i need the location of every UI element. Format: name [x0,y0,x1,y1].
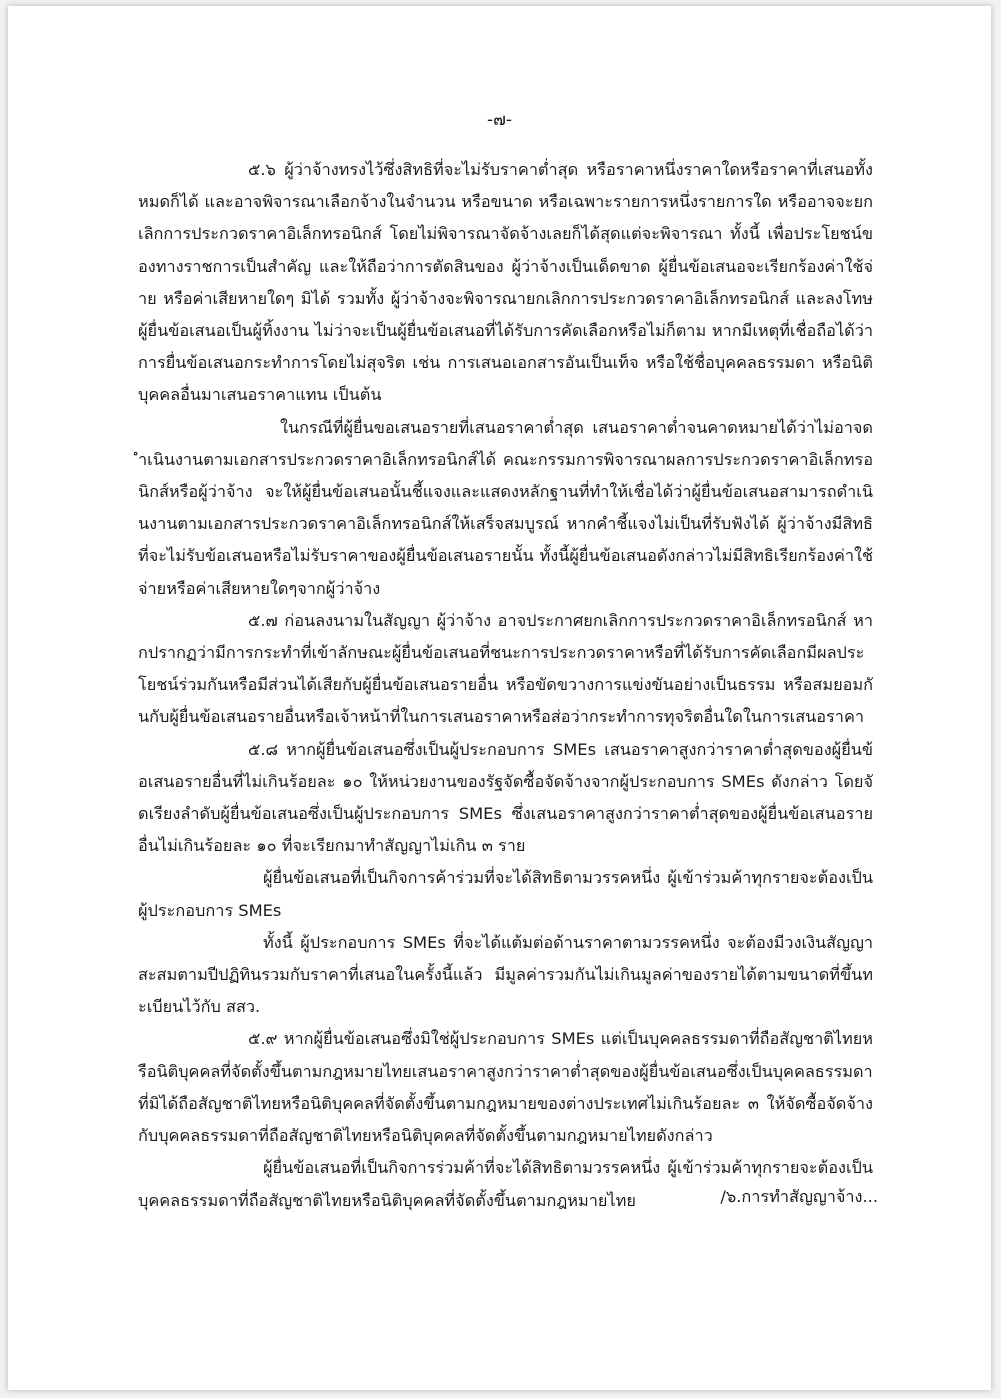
paragraph-5-6: ๕.๖ ผู้ว่าจ้างทรงไว้ซึ่งสิทธิที่จะไม่รับราคาต่ำสุด หรือราคาหนึ่งราคาใดหรือราคาที่เสนอทั้งหมดก็ได้ และอาจพิจารณาเลือกจ้างในจำนวน หรือขนาด หรือเฉพาะรายการหนึ่งรายการใด หรืออาจจะยกเลิกการประกวดราคาอิเล็กทรอนิกส์ โดยไม่พิจารณาจัดจ้างเลยก็ได้สุดแต่จะพิจารณา ทั้งนี้ เพื่อประโยชน์ของทางราชการเป็นสำคัญ และให้ถือว่าการตัดสินของ ผู้ว่าจ้างเป็นเด็ดขาด ผู้ยื่นข้อเสนอจะเรียกร้องค่าใช้จ่าย หรือค่าเสียหายใดๆ มิได้ รวมทั้ง ผู้ว่าจ้างจะพิจารณายกเลิกการประกวดราคาอิเล็กทรอนิกส์ และลงโทษผู้ยื่นข้อเสนอเป็นผู้ทิ้งงาน ไม่ว่าจะเป็นผู้ยื่นข้อเสนอที่ได้รับการคัดเลือกหรือไม่ก็ตาม หากมีเหตุที่เชื่อถือได้ว่าการยื่นข้อเสนอกระทำการโดยไม่สุจริต เช่น การเสนอเอกสารอันเป็นเท็จ หรือใช้ชื่อบุคคลธรรมดา หรือนิติบุคคลอื่นมาเสนอราคาแทน เป็นต้น [138,160,873,405]
paragraph-smes-contract-limit: ทั้งนี้ ผู้ประกอบการ SMEs ที่จะได้แต้มต่อด้านราคาตามวรรคหนึ่ง จะต้องมีวงเงินสัญญาสะสมตามปีปฏิทินรวมกับราคาที่เสนอในครั้งนี้แล้ว มีมูลค่ารวมกันไม่เกินมูลค่าของรายได้ตามขนาดที่ขึ้นทะเบียนไว้กับ สสว. [138,932,873,1017]
document-page [8,6,991,1390]
paragraph-low-bid: ในกรณีที่ผู้ยื่นขอเสนอรายที่เสนอราคาต่ำสุด เสนอราคาต่ำจนคาดหมายได้ว่าไม่อาจดำเนินงานตามเอกสารประกวดราคาอิเล็กทรอนิกส์ได้ คณะกรรมการพิจารณาผลการประกวดราคาอิเล็กทรอนิกส์หรือผู้ว่าจ้าง จะให้ผู้ยื่นข้อเสนอนั้นชี้แจงและแสดงหลักฐานที่ทำให้เชื่อได้ว่าผู้ยื่นข้อเสนอสามารถดำเนินงานตามเอกสารประกวดราคาอิเล็กทรอนิกส์ให้เสร็จสมบูรณ์ หากคำชี้แจงไม่เป็นที่รับฟังได้ ผู้ว่าจ้างมีสิทธิที่จะไม่รับข้อเสนอหรือไม่รับราคาของผู้ยื่นข้อเสนอรายนั้น ทั้งนี้ผู้ยื่นข้อเสนอดังกล่าวไม่มีสิทธิเรียกร้องค่าใช้จ่ายหรือค่าเสียหายใดๆจากผู้ว่าจ้าง [138,417,873,598]
paragraph-5-9: ๕.๙ หากผู้ยื่นข้อเสนอซึ่งมิใช่ผู้ประกอบการ SMEs แต่เป็นบุคคลธรรมดาที่ถือสัญชาติไทยหรือนิติบุคคลที่จัดตั้งขึ้นตามกฎหมายไทยเสนอราคาสูงกว่าราคาต่ำสุดของผู้ยื่นข้อเสนอซึ่งเป็นบุคคลธรรมดาที่มิได้ถือสัญชาติไทยหรือนิติบุคคลที่จัดตั้งขึ้นตามกฎหมายของต่างประเทศไม่เกินร้อยละ ๓ ให้จัดซื้อจัดจ้างกับบุคคลธรรมดาที่ถือสัญชาติไทยหรือนิติบุคคลที่จัดตั้งขึ้นตามกฎหมายไทยดังกล่าว [138,1029,873,1146]
paragraph-joint-venture-thai: ผู้ยื่นข้อเสนอที่เป็นกิจการร่วมค้าที่จะได้สิทธิตามวรรคหนึ่ง ผู้เข้าร่วมค้าทุกรายจะต้องเป็นบุคคลธรรมดาที่ถือสัญชาติไทยหรือนิติบุคคลที่จัดตั้งขึ้นตามกฎหมายไทย [138,1158,873,1210]
paragraph-joint-venture-smes: ผู้ยื่นข้อเสนอที่เป็นกิจการค้าร่วมที่จะได้สิทธิตามวรรคหนึ่ง ผู้เข้าร่วมค้าทุกรายจะต้องเป็นผู้ประกอบการ SMEs [138,868,873,920]
continuation-reference: /๖.การทำสัญญาจ้าง... [720,1187,878,1206]
paragraph-5-7: ๕.๗ ก่อนลงนามในสัญญา ผู้ว่าจ้าง อาจประกาศยกเลิกการประกวดราคาอิเล็กทรอนิกส์ หากปรากฏว่ามีการกระทำที่เข้าลักษณะผู้ยื่นข้อเสนอที่ชนะการประกวดราคาหรือที่ได้รับการคัดเลือกมีผลประโยชน์ร่วมกันหรือมีส่วนได้เสียกับผู้ยื่นข้อเสนอรายอื่น หรือขัดขวางการแข่งขันอย่างเป็นธรรม หรือสมยอมกันกับผู้ยื่นข้อเสนอรายอื่นหรือเจ้าหน้าที่ในการเสนอราคาหรือส่อว่ากระทำการทุจริตอื่นใดในการเสนอราคา [138,610,873,727]
page-number: -๗- [486,110,513,130]
document-body [138,154,873,1217]
paragraph-5-8: ๕.๘ หากผู้ยื่นข้อเสนอซึ่งเป็นผู้ประกอบการ SMEs เสนอราคาสูงกว่าราคาต่ำสุดของผู้ยื่นข้อเสนอรายอื่นที่ไม่เกินร้อยละ ๑๐ ให้หน่วยงานของรัฐจัดซื้อจัดจ้างจากผู้ประกอบการ SMEs ดังกล่าว โดยจัดเรียงลำดับผู้ยื่นข้อเสนอซึ่งเป็นผู้ประกอบการ SMEs ซึ่งเสนอราคาสูงกว่าราคาต่ำสุดของผู้ยื่นข้อเสนอรายอื่นไม่เกินร้อยละ ๑๐ ที่จะเรียกมาทำสัญญาไม่เกิน ๓ ราย [138,739,873,856]
